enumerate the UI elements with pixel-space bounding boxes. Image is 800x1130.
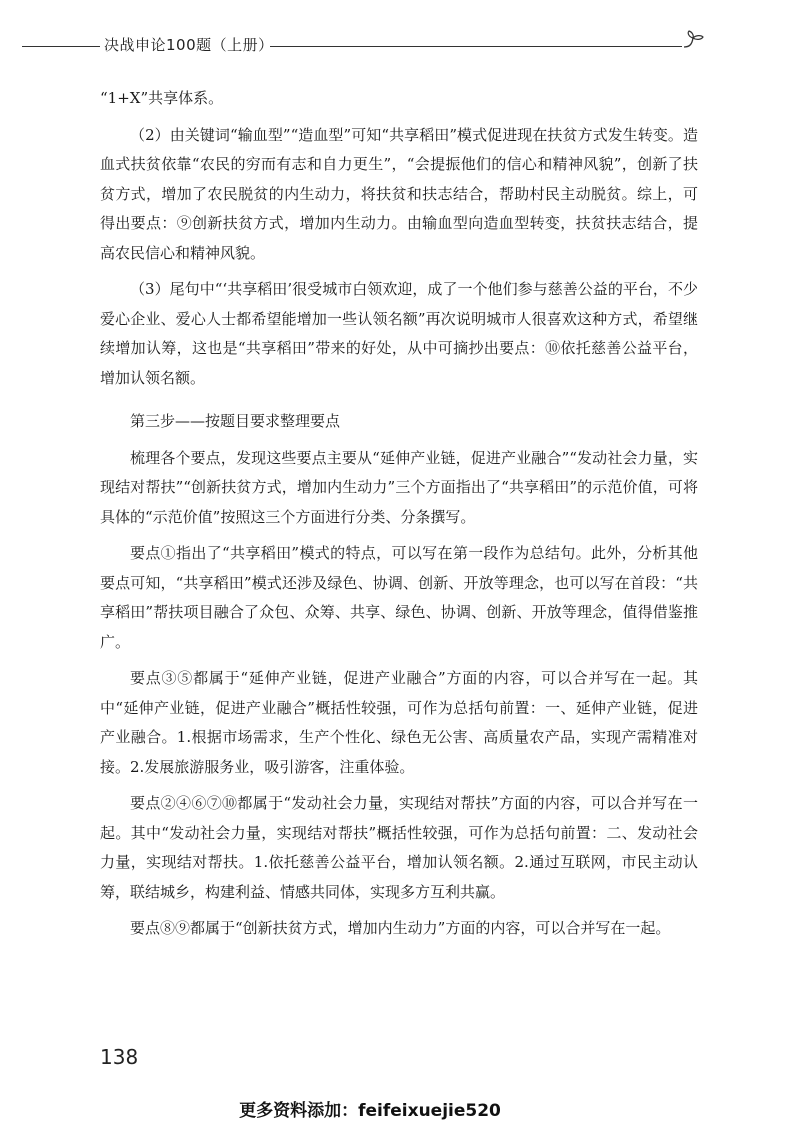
paragraph-key-points-8-9: 要点⑧⑨都属于“创新扶贫方式，增加内生动力”方面的内容，可以合并写在一起。 [130,919,671,937]
paragraph-continuation: “1+X”共享体系。 [100,89,224,107]
paragraph-point-3: （3）尾句中“‘共享稻田’很受城市白领欢迎，成了一个他们参与慈善公益的平台，不少爱心企业、爱心人士都希望能增加一些认领名额”再次说明城市人很喜欢这种方式，希望继续增加认筹，这也是“共享稻田”带来的好处，从中可摘抄出要点：⑩依托慈善公益平台，增加认领名额。 [100,280,698,387]
header-rule-right [270,46,682,47]
paragraph-key-points-3-5: 要点③⑤都属于“延伸产业链，促进产业融合”方面的内容，可以合并写在一起。其中“延伸产业链，促进产业融合”概括性较强，可作为总括句前置：一、延伸产业链，促进产业融合。1.根据市场需求，生产个性化、绿色无公害、高质量农产品，实现产需精准对接。2.发展旅游服务业，吸引游客，注重体验。 [100,669,698,776]
body-text [100,84,698,951]
running-header [0,28,800,58]
page-number: 138 [100,1045,139,1069]
paragraph-summary: 梳理各个要点，发现这些要点主要从“延伸产业链，促进产业融合”“发动社会力量，实现结对帮扶”“创新扶贫方式，增加内生动力”三个方面指出了“共享稻田”的示范价值，可将具体的“示范价值”按照这三个方面进行分类、分条撰写。 [100,448,698,526]
footer-note: 更多资料添加：feifeixuejie520 [239,1101,501,1121]
sprout-icon [680,28,706,54]
paragraph-key-points-2-4-6-7-10: 要点②④⑥⑦⑩都属于“发动社会力量，实现结对帮扶”方面的内容，可以合并写在一起。其中“发动社会力量，实现结对帮扶”概括性较强，可作为总括句前置：二、发动社会力量，实现结对帮扶。1.依托慈善公益平台，增加认领名额。2.通过互联网，市民主动认筹，联结城乡，构建利益、情感共同体，实现多方互利共赢。 [100,794,698,901]
paragraph-point-2: （2）由关键词“输血型”“造血型”可知“共享稻田”模式促进现在扶贫方式发生转变。造血式扶贫依靠“农民的穷而有志和自力更生”，“会提振他们的信心和精神风貌”，创新了扶贫方式，增加了农民脱贫的内生动力，将扶贫和扶志结合，帮助村民主动脱贫。综上，可得出要点：⑨创新扶贫方式，增加内生动力。由输血型向造血型转变，扶贫扶志结合，提高农民信心和精神风貌。 [100,125,698,262]
step-three-heading: 第三步——按题目要求整理要点 [130,412,341,430]
header-rule-left [22,46,100,47]
book-title: 决战申论100题（上册） [104,36,274,54]
paragraph-key-point-1: 要点①指出了“共享稻田”模式的特点，可以写在第一段作为总结句。此外，分析其他要点可知，“共享稻田”模式还涉及绿色、协调、创新、开放等理念，也可以写在首段：“共享稻田”帮扶项目融合了众包、众筹、共享、绿色、协调、创新、开放等理念，值得借鉴推广。 [100,544,698,651]
